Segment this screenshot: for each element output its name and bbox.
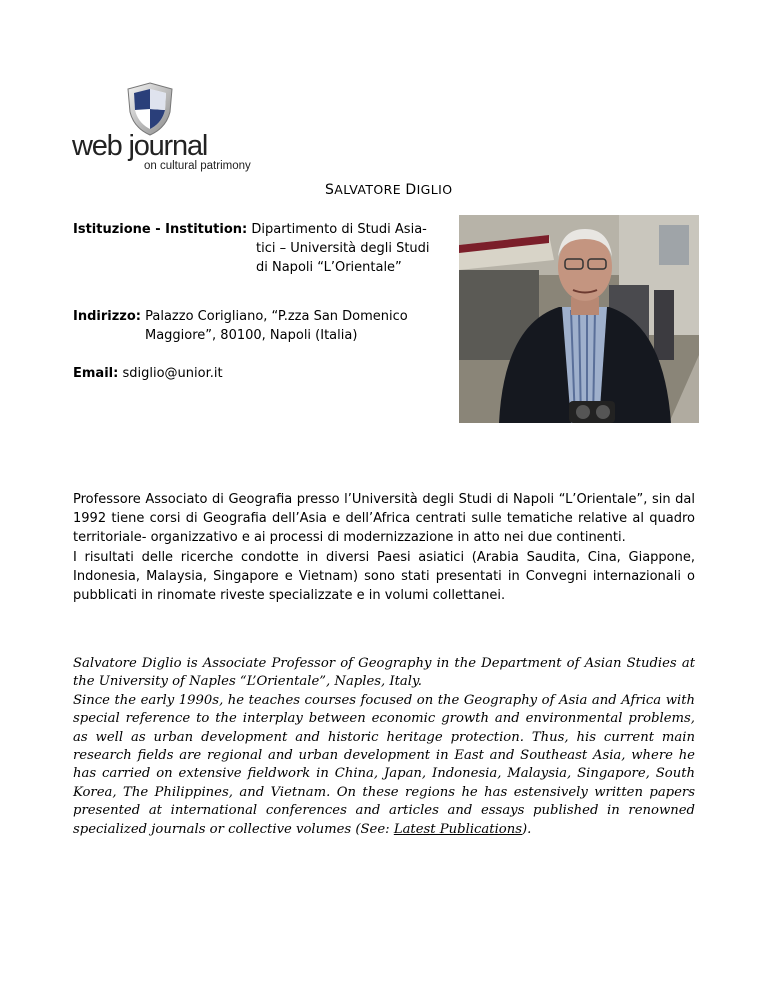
shield-logo-icon	[126, 82, 174, 136]
author-first-name: ALVATORE	[334, 182, 406, 197]
email-block	[73, 364, 223, 383]
logo-wordmark: web journal	[72, 130, 208, 162]
institution-label: Istituzione - Institution:	[73, 222, 248, 237]
author-photo	[459, 215, 699, 423]
address-label: Indirizzo:	[73, 309, 141, 324]
address-block	[73, 307, 408, 345]
bio-italian	[73, 490, 695, 605]
email-label: Email:	[73, 366, 119, 381]
author-surname: IGLIO	[416, 182, 453, 197]
latest-publications-link[interactable]: Latest Publications	[393, 821, 523, 837]
bio-english	[73, 655, 695, 839]
institution-block	[73, 220, 430, 277]
address-line-1: Palazzo Corigliano, “P.zza San Domenico	[145, 309, 408, 324]
author-surname-initial: D	[405, 182, 417, 198]
author-name	[325, 182, 452, 198]
bio-english-paragraph-1: Salvatore Diglio is Associate Professor of Geography in the Department of Asian Studies at the University of Naples “L’Orientale”, Naples, Italy.	[73, 656, 695, 690]
address-line-2: Maggiore”, 80100, Napoli (Italia)	[145, 328, 358, 343]
author-name-initial: S	[325, 182, 335, 198]
bio-english-paragraph-2	[73, 692, 695, 839]
portrait-photo-image	[459, 215, 699, 423]
institution-line-2: tici – Università degli Studi	[256, 241, 430, 256]
bio-italian-paragraph-1: Professore Associato di Geografia presso l’Università degli Studi di Napoli “L’Orientale”, sin dal 1992 tiene corsi di Geografia dell’Asia e dell’Africa centrati sulle tematiche relative al quadro territoriale- organizzativo e ai processi di modernizzazione in atto nei due continenti.	[73, 492, 695, 546]
bio-english-paragraph-2-text: Since the early 1990s, he teaches courses focused on the Geography of Asia and Africa with special reference to the interplay between economic growth and environmental problems, as well as urban development and historic heritage protection. Thus, his current main research fields are regional and urban development in East and Southeast Asia, where he has carried on extensive fieldwork in China, Japan, Indonesia, Malaysia, Singapore, South Korea, The Philippines, and Vietnam. On these regions he has estensively written papers presented at international conferences and articles and essays published in renowned specialized journals or collective volumes (See:	[73, 692, 695, 837]
institution-line-3: di Napoli “L’Orientale”	[256, 260, 402, 275]
journal-logo	[72, 82, 272, 174]
logo-subtitle: on cultural patrimony	[144, 160, 251, 172]
institution-line-1: Dipartimento di Studi Asia-	[251, 222, 427, 237]
bio-english-paragraph-2-end: ).	[522, 821, 532, 837]
bio-italian-paragraph-2: I risultati delle ricerche condotte in diversi Paesi asiatici (Arabia Saudita, Cina, Giappone, Indonesia, Malaysia, Singapore e Vietnam) sono stati presentati in Convegni internazionali o pubblicati in rinomate riveste specializzate e in volumi collettanei.	[73, 549, 695, 604]
email-value[interactable]: sdiglio@unior.it	[122, 366, 223, 381]
